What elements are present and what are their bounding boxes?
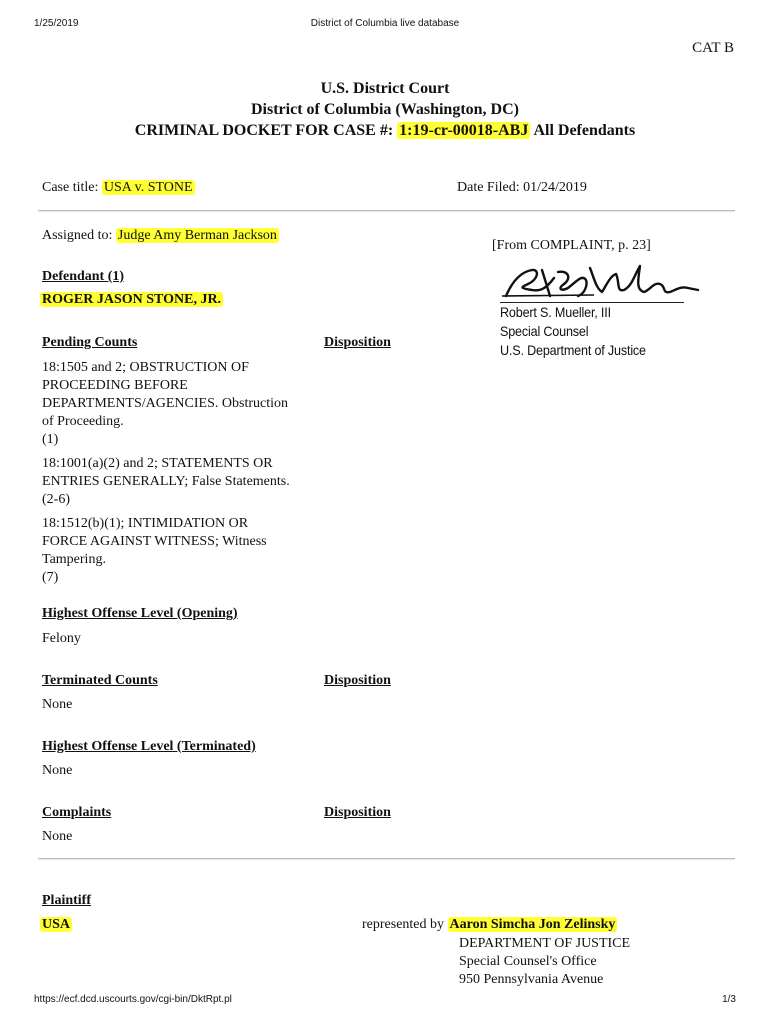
case-title-row bbox=[42, 180, 195, 196]
signature-icon bbox=[498, 262, 704, 304]
complaints-value: None bbox=[42, 829, 73, 844]
defendant-name-wrap bbox=[40, 292, 223, 308]
terminated-counts-value: None bbox=[42, 697, 73, 712]
plaintiff-name: USA bbox=[42, 917, 71, 932]
count-line: (7) bbox=[42, 570, 59, 585]
represented-by-row bbox=[362, 917, 617, 933]
case-number: 1:19-cr-00018-ABJ bbox=[399, 122, 529, 139]
address-line: Special Counsel's Office bbox=[459, 954, 597, 969]
count-line: (1) bbox=[42, 432, 59, 447]
docket-suffix: All Defendants bbox=[533, 122, 636, 139]
count-line: DEPARTMENTS/AGENCIES. Obstruction bbox=[42, 396, 288, 411]
highest-offense-opening-heading: Highest Offense Level (Opening) bbox=[42, 606, 238, 621]
count-item bbox=[42, 515, 290, 587]
signature-dept: U.S. Department of Justice bbox=[500, 342, 646, 358]
pending-disposition-heading: Disposition bbox=[324, 335, 391, 350]
category-label: CAT B bbox=[692, 40, 734, 56]
highest-offense-terminated-value: None bbox=[42, 763, 73, 778]
attorney-name: Aaron Simcha Jon Zelinsky bbox=[449, 917, 616, 932]
signature-name: Robert S. Mueller, III bbox=[500, 304, 611, 320]
highest-offense-terminated-heading: Highest Offense Level (Terminated) bbox=[42, 739, 256, 754]
case-title-label: Case title: bbox=[42, 180, 99, 195]
pending-counts-heading: Pending Counts bbox=[42, 335, 138, 350]
count-item bbox=[42, 359, 290, 449]
complaints-disposition-heading: Disposition bbox=[324, 805, 391, 820]
footer-url: https://ecf.dcd.uscourts.gov/cgi-bin/DktRpt.pl bbox=[34, 994, 232, 1005]
attorney-address bbox=[459, 935, 630, 989]
count-line: 18:1512(b)(1); INTIMIDATION OR bbox=[42, 516, 249, 531]
signature-block bbox=[500, 303, 646, 360]
address-line: 950 Pennsylvania Avenue bbox=[459, 972, 604, 987]
count-line: of Proceeding. bbox=[42, 414, 124, 429]
court-heading bbox=[0, 78, 770, 141]
print-title: District of Columbia live database bbox=[310, 18, 460, 29]
divider bbox=[38, 858, 735, 859]
complaints-heading: Complaints bbox=[42, 805, 112, 820]
divider bbox=[38, 210, 735, 211]
represented-by-label: represented by bbox=[362, 917, 445, 932]
terminated-disposition-heading: Disposition bbox=[324, 673, 391, 688]
date-filed: Date Filed: 01/24/2019 bbox=[457, 180, 587, 195]
complaint-ref: [From COMPLAINT, p. 23] bbox=[492, 238, 651, 253]
count-line: ENTRIES GENERALLY; False Statements. bbox=[42, 474, 290, 489]
highest-offense-opening-value: Felony bbox=[42, 631, 81, 646]
defendant-heading: Defendant (1) bbox=[42, 269, 125, 284]
count-line: FORCE AGAINST WITNESS; Witness bbox=[42, 534, 267, 549]
assigned-row bbox=[42, 228, 279, 244]
case-title-value: USA v. STONE bbox=[103, 180, 193, 195]
terminated-counts-heading: Terminated Counts bbox=[42, 673, 158, 688]
court-district: District of Columbia (Washington, DC) bbox=[250, 101, 519, 118]
count-line: 18:1505 and 2; OBSTRUCTION OF bbox=[42, 360, 249, 375]
count-line: PROCEEDING BEFORE bbox=[42, 378, 188, 393]
plaintiff-name-wrap bbox=[40, 917, 72, 933]
docket-title bbox=[0, 120, 770, 141]
count-line: 18:1001(a)(2) and 2; STATEMENTS OR bbox=[42, 456, 273, 471]
print-date: 1/25/2019 bbox=[34, 18, 79, 29]
pending-counts-list bbox=[42, 359, 290, 587]
assigned-label: Assigned to: bbox=[42, 228, 113, 243]
footer-page-number: 1/3 bbox=[722, 994, 736, 1005]
docket-prefix: CRIMINAL DOCKET FOR CASE #: bbox=[134, 122, 394, 139]
address-line: DEPARTMENT OF JUSTICE bbox=[459, 936, 631, 951]
court-name: U.S. District Court bbox=[320, 80, 450, 97]
count-line: Tampering. bbox=[42, 552, 106, 567]
assigned-judge: Judge Amy Berman Jackson bbox=[117, 228, 277, 243]
plaintiff-heading: Plaintiff bbox=[42, 893, 91, 908]
signature-role: Special Counsel bbox=[500, 323, 589, 339]
count-item bbox=[42, 455, 290, 509]
defendant-name: ROGER JASON STONE, JR. bbox=[42, 292, 222, 307]
count-line: (2-6) bbox=[42, 492, 70, 507]
